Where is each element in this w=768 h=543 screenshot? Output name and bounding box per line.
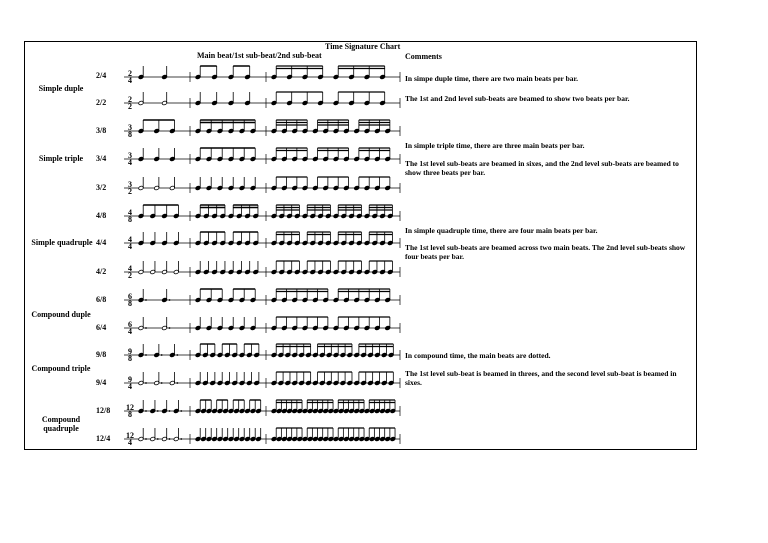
time-signature-top: 2: [128, 69, 132, 78]
category-compound-quadruple: Compound quadruple: [41, 415, 81, 433]
meter-label: 12/8: [96, 406, 111, 415]
dot: [161, 382, 163, 384]
time-signature-top: 3: [128, 180, 132, 189]
time-signature-bottom: 4: [128, 158, 132, 167]
comment-simple-triple-1: In simple triple time, there are three main beats per bar.: [405, 141, 585, 150]
meter-label: 4/4: [96, 238, 107, 247]
category-compound-triple: Compound triple: [31, 364, 91, 373]
time-signature-bottom: 2: [128, 271, 132, 280]
dot: [169, 327, 171, 329]
time-signature-bottom: 8: [128, 299, 132, 308]
dot: [169, 299, 171, 301]
dot: [145, 382, 147, 384]
time-signature-bottom: 2: [128, 187, 132, 196]
comment-simple-duple-1: In simpe duple time, there are two main beats per bar.: [405, 74, 579, 83]
category-simple-triple: Simple triple: [38, 154, 84, 163]
meter-label: 2/2: [96, 98, 107, 107]
time-signature-bottom: 8: [128, 215, 132, 224]
dot: [180, 410, 182, 412]
time-signature-top: 9: [128, 347, 132, 356]
time-signature-top: 3: [128, 123, 132, 132]
dot: [145, 410, 147, 412]
time-signature-top: 12: [126, 431, 134, 440]
time-signature-bottom: 4: [128, 76, 132, 85]
meter-label: 3/2: [96, 183, 107, 192]
meter-label: 6/4: [96, 323, 107, 332]
comment-simple-triple-2: The 1st level sub-beats are beamed in sixes, and the 2nd level sub-beats are beamed to show three beats per bar.: [405, 159, 679, 177]
meter-label: 2/4: [96, 71, 107, 80]
comments-column-header: Comments: [405, 52, 442, 61]
dot: [169, 438, 171, 440]
meter-label: 3/4: [96, 154, 107, 163]
dot: [161, 354, 163, 356]
comment-compound-2: The 1st level sub-beat is beamed in threes, and the second level sub-beat is beamed in sixes.: [405, 369, 677, 387]
category-compound-duple: Compound duple: [31, 310, 91, 319]
time-signature-top: 4: [128, 208, 132, 217]
dot: [180, 438, 182, 440]
time-signature-top: 4: [128, 235, 132, 244]
meter-label: 3/8: [96, 126, 107, 135]
time-signature-top: 3: [128, 151, 132, 160]
time-signature-top: 4: [128, 264, 132, 273]
time-signature-top: 6: [128, 320, 132, 329]
time-signature-bottom: 4: [128, 382, 132, 391]
time-signature-bottom: 4: [128, 327, 132, 336]
time-signature-bottom: 4: [128, 242, 132, 251]
time-signature-top: 6: [128, 292, 132, 301]
category-simple-quadruple: Simple quadruple: [31, 238, 93, 247]
meter-label: 12/4: [96, 434, 111, 443]
comment-compound-1: In compound time, the main beats are dotted.: [405, 351, 551, 360]
dot: [145, 299, 147, 301]
dot: [176, 382, 178, 384]
time-signature-bottom: 8: [128, 130, 132, 139]
time-signature-top: 9: [128, 375, 132, 384]
meter-label: 4/8: [96, 211, 107, 220]
comment-simple-duple-2: The 1st and 2nd level sub-beats are beamed to show two beats per bar.: [405, 94, 630, 103]
dot: [157, 410, 159, 412]
time-signature-bottom: 2: [128, 102, 132, 111]
dot: [176, 354, 178, 356]
time-signature-bottom: 8: [128, 410, 132, 419]
time-signature-bottom: 4: [128, 438, 132, 447]
comment-simple-quadruple-2: The 1st level sub-beats are beamed across two main beats. The 2nd level sub-beats show four beats per bar.: [405, 243, 686, 261]
meter-label: 9/4: [96, 378, 107, 387]
beats-column-header: Main beat/1st sub-beat/2nd sub-beat: [197, 51, 322, 60]
dot: [145, 438, 147, 440]
dot: [145, 327, 147, 329]
comment-simple-quadruple-1: In simple quadruple time, there are four main beats per bar.: [405, 226, 598, 235]
time-signature-bottom: 8: [128, 354, 132, 363]
category-simple-duple: Simple duple: [38, 84, 84, 93]
dot: [157, 438, 159, 440]
chart-title: Time Signature Chart: [325, 42, 401, 51]
time-signature-top: 2: [128, 95, 132, 104]
dot: [169, 410, 171, 412]
meter-label: 9/8: [96, 350, 107, 359]
meter-label: 4/2: [96, 267, 107, 276]
dot: [145, 354, 147, 356]
meter-label: 6/8: [96, 295, 107, 304]
time-signature-top: 12: [126, 403, 134, 412]
